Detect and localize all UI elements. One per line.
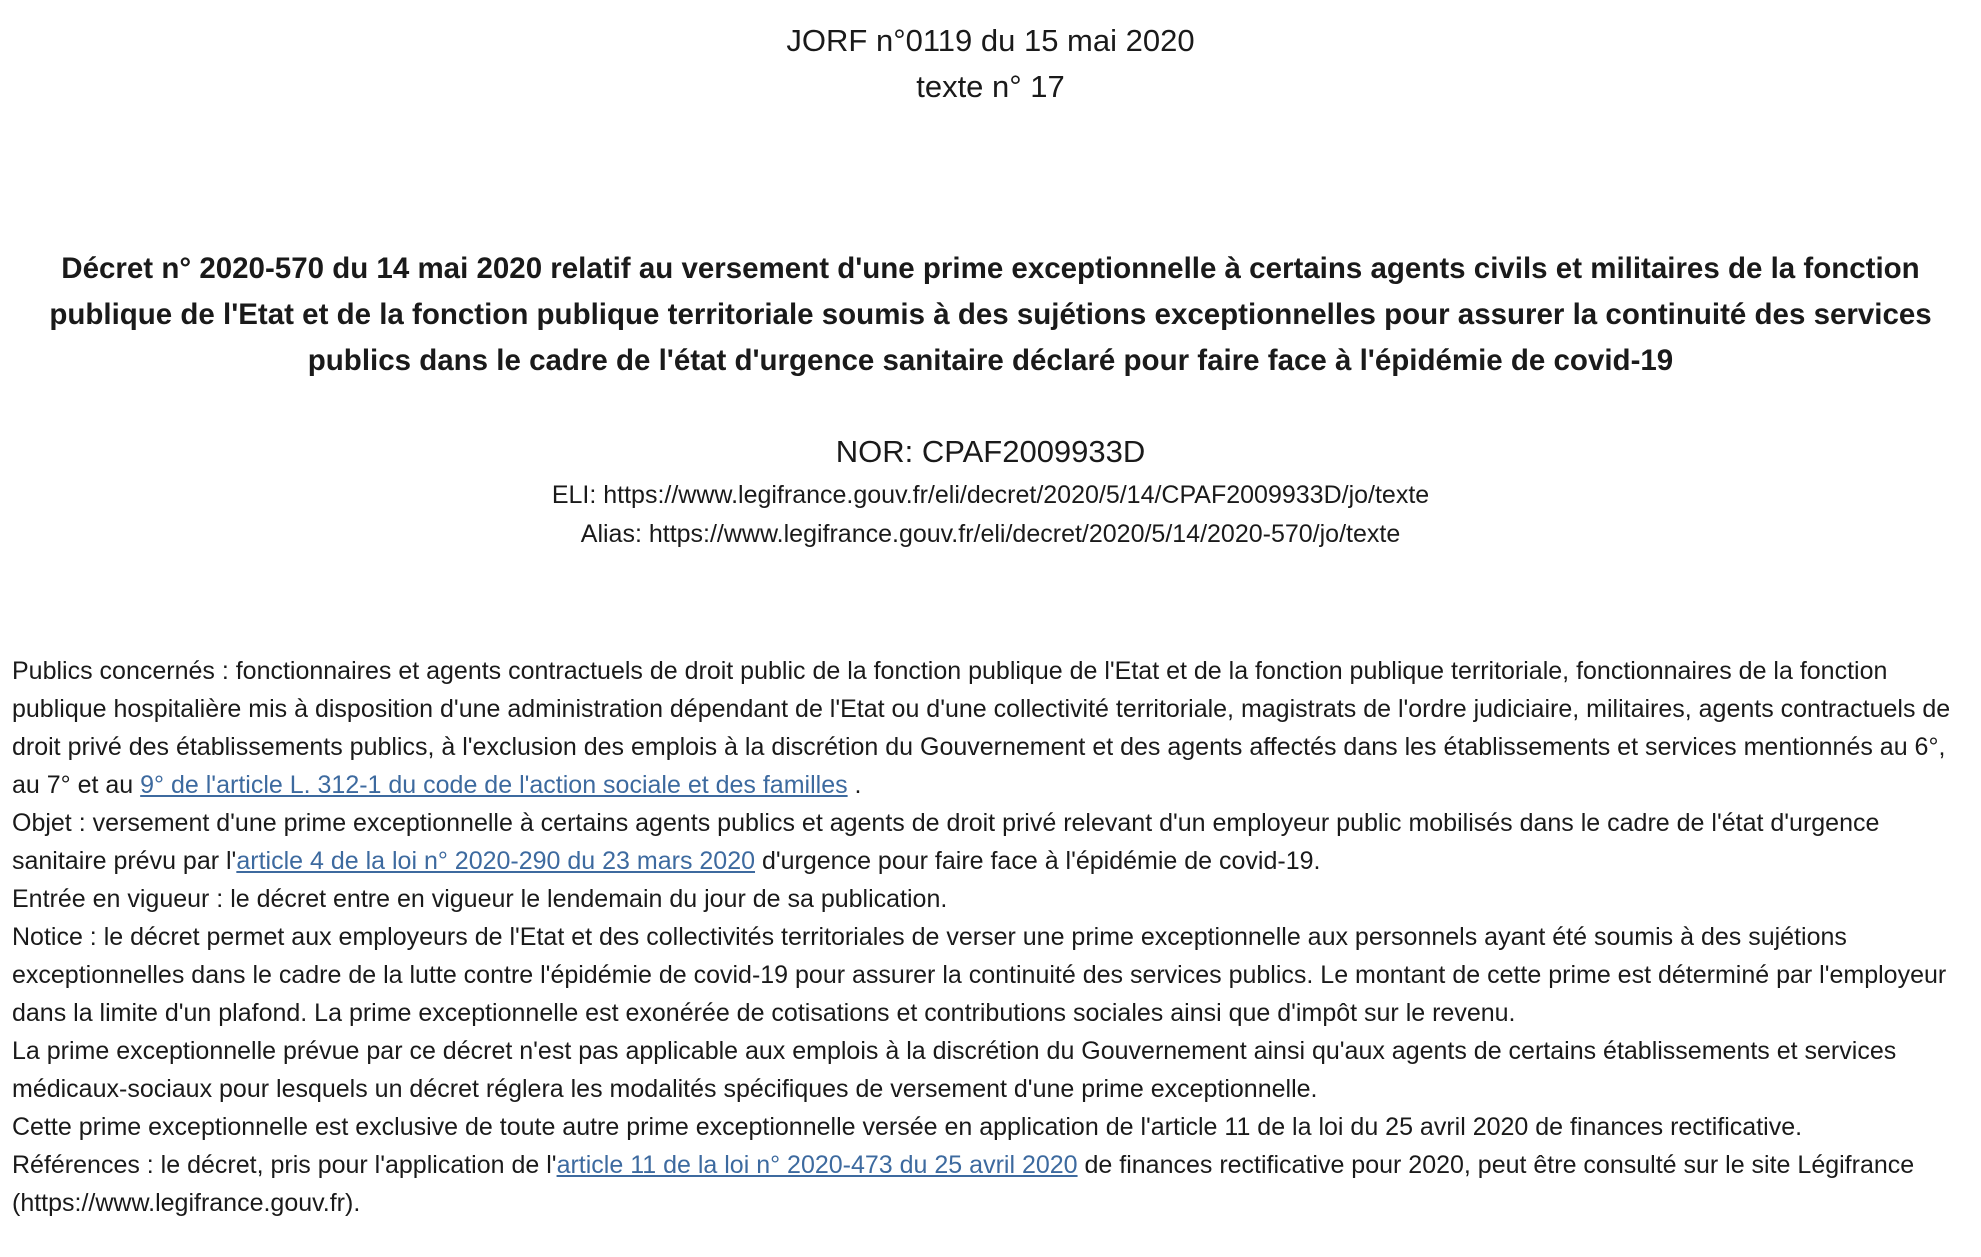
publics-text-end: . [847, 771, 862, 799]
alias-identifier: Alias: https://www.legifrance.gouv.fr/eli/decret/2020/5/14/2020-570/jo/texte [580, 520, 1401, 548]
objet-text-end: d'urgence pour faire face à l'épidémie de covid-19. [755, 847, 1321, 875]
eli-block [0, 476, 1981, 554]
prime-non-applicable-paragraph: La prime exceptionnelle prévue par ce décret n'est pas applicable aux emplois à la discrétion du Gouvernement ainsi qu'aux agents de certains établissements et services médicaux-sociaux pour lesquels un décret réglera les modalités spécifiques de versement d'une prime exceptionnelle. [12, 1037, 1897, 1103]
notice-body [12, 652, 1972, 1222]
notice-paragraph: Notice : le décret permet aux employeurs de l'Etat et des collectivités territoriales de verser une prime exceptionnelle aux personnels ayant été soumis à des sujétions exceptionnelles dans le cadre de la lutte contre l'épidémie de covid-19 pour assurer la continuité des services publics. Le montant de cette prime est déterminé par l'employeur dans la limite d'un plafond. La prime exceptionnelle est exonérée de cotisations et contributions sociales ainsi que d'impôt sur le revenu. [12, 923, 1947, 1027]
publics-text: Publics concernés : fonctionnaires et agents contractuels de droit public de la fonction publique de l'Etat et de la fonction publique territoriale, fonctionnaires de la fonction publique hospitalière mis à disposition d'une administration dépendant de l'Etat ou d'une collectivité territoriale, magistrats de l'ordre judiciaire, militaires, agents contractuels de droit privé des établissements publics, à l'exclusion des emplois à la discrétion du Gouvernement et des agents affectés dans les établissements et services mentionnés au 6°, au 7° et au [12, 657, 1951, 799]
loi-2020-473-link[interactable]: article 11 de la loi n° 2020-473 du 25 avril 2020 [556, 1151, 1078, 1179]
objet-text: Objet : versement d'une prime exceptionnelle à certains agents publics et agents de droit privé relevant d'un employeur public mobilisés dans le cadre de l'état d'urgence sanitaire prévu par l' [12, 809, 1880, 875]
jorf-header [0, 18, 1981, 110]
objet-paragraph [12, 804, 1972, 880]
prime-exclusive-paragraph: Cette prime exceptionnelle est exclusive de toute autre prime exceptionnelle versée en application de l'article 11 de la loi du 25 avril 2020 de finances rectificative. [12, 1113, 1803, 1141]
nor-identifier: NOR: CPAF2009933D [835, 434, 1146, 469]
texte-number: texte n° 17 [916, 69, 1065, 104]
references-text: Références : le décret, pris pour l'application de l' [12, 1151, 557, 1179]
loi-2020-290-link[interactable]: article 4 de la loi n° 2020-290 du 23 mars 2020 [236, 847, 756, 875]
references-paragraph [12, 1146, 1972, 1222]
eli-identifier: ELI: https://www.legifrance.gouv.fr/eli/decret/2020/5/14/CPAF2009933D/jo/texte [551, 481, 1430, 509]
entree-en-vigueur-paragraph: Entrée en vigueur : le décret entre en vigueur le lendemain du jour de sa publication. [12, 885, 948, 913]
jorf-reference: JORF n°0119 du 15 mai 2020 [786, 23, 1195, 58]
references-text-end: de finances rectificative pour 2020, peut être consulté sur le site Légifrance (https://www.legifrance.gouv.fr). [12, 1151, 1915, 1217]
decree-title: Décret n° 2020-570 du 14 mai 2020 relatif au versement d'une prime exceptionnelle à certains agents civils et militaires de la fonction publique de l'Etat et de la fonction publique territoriale soumis à des sujétions exceptionnelles pour assurer la continuité des services publics dans le cadre de l'état d'urgence sanitaire déclaré pour faire face à l'épidémie de covid-19 [49, 252, 1932, 377]
publics-concernes-paragraph [12, 652, 1972, 804]
code-action-sociale-link[interactable]: 9° de l'article L. 312-1 du code de l'action sociale et des familles [140, 771, 848, 799]
